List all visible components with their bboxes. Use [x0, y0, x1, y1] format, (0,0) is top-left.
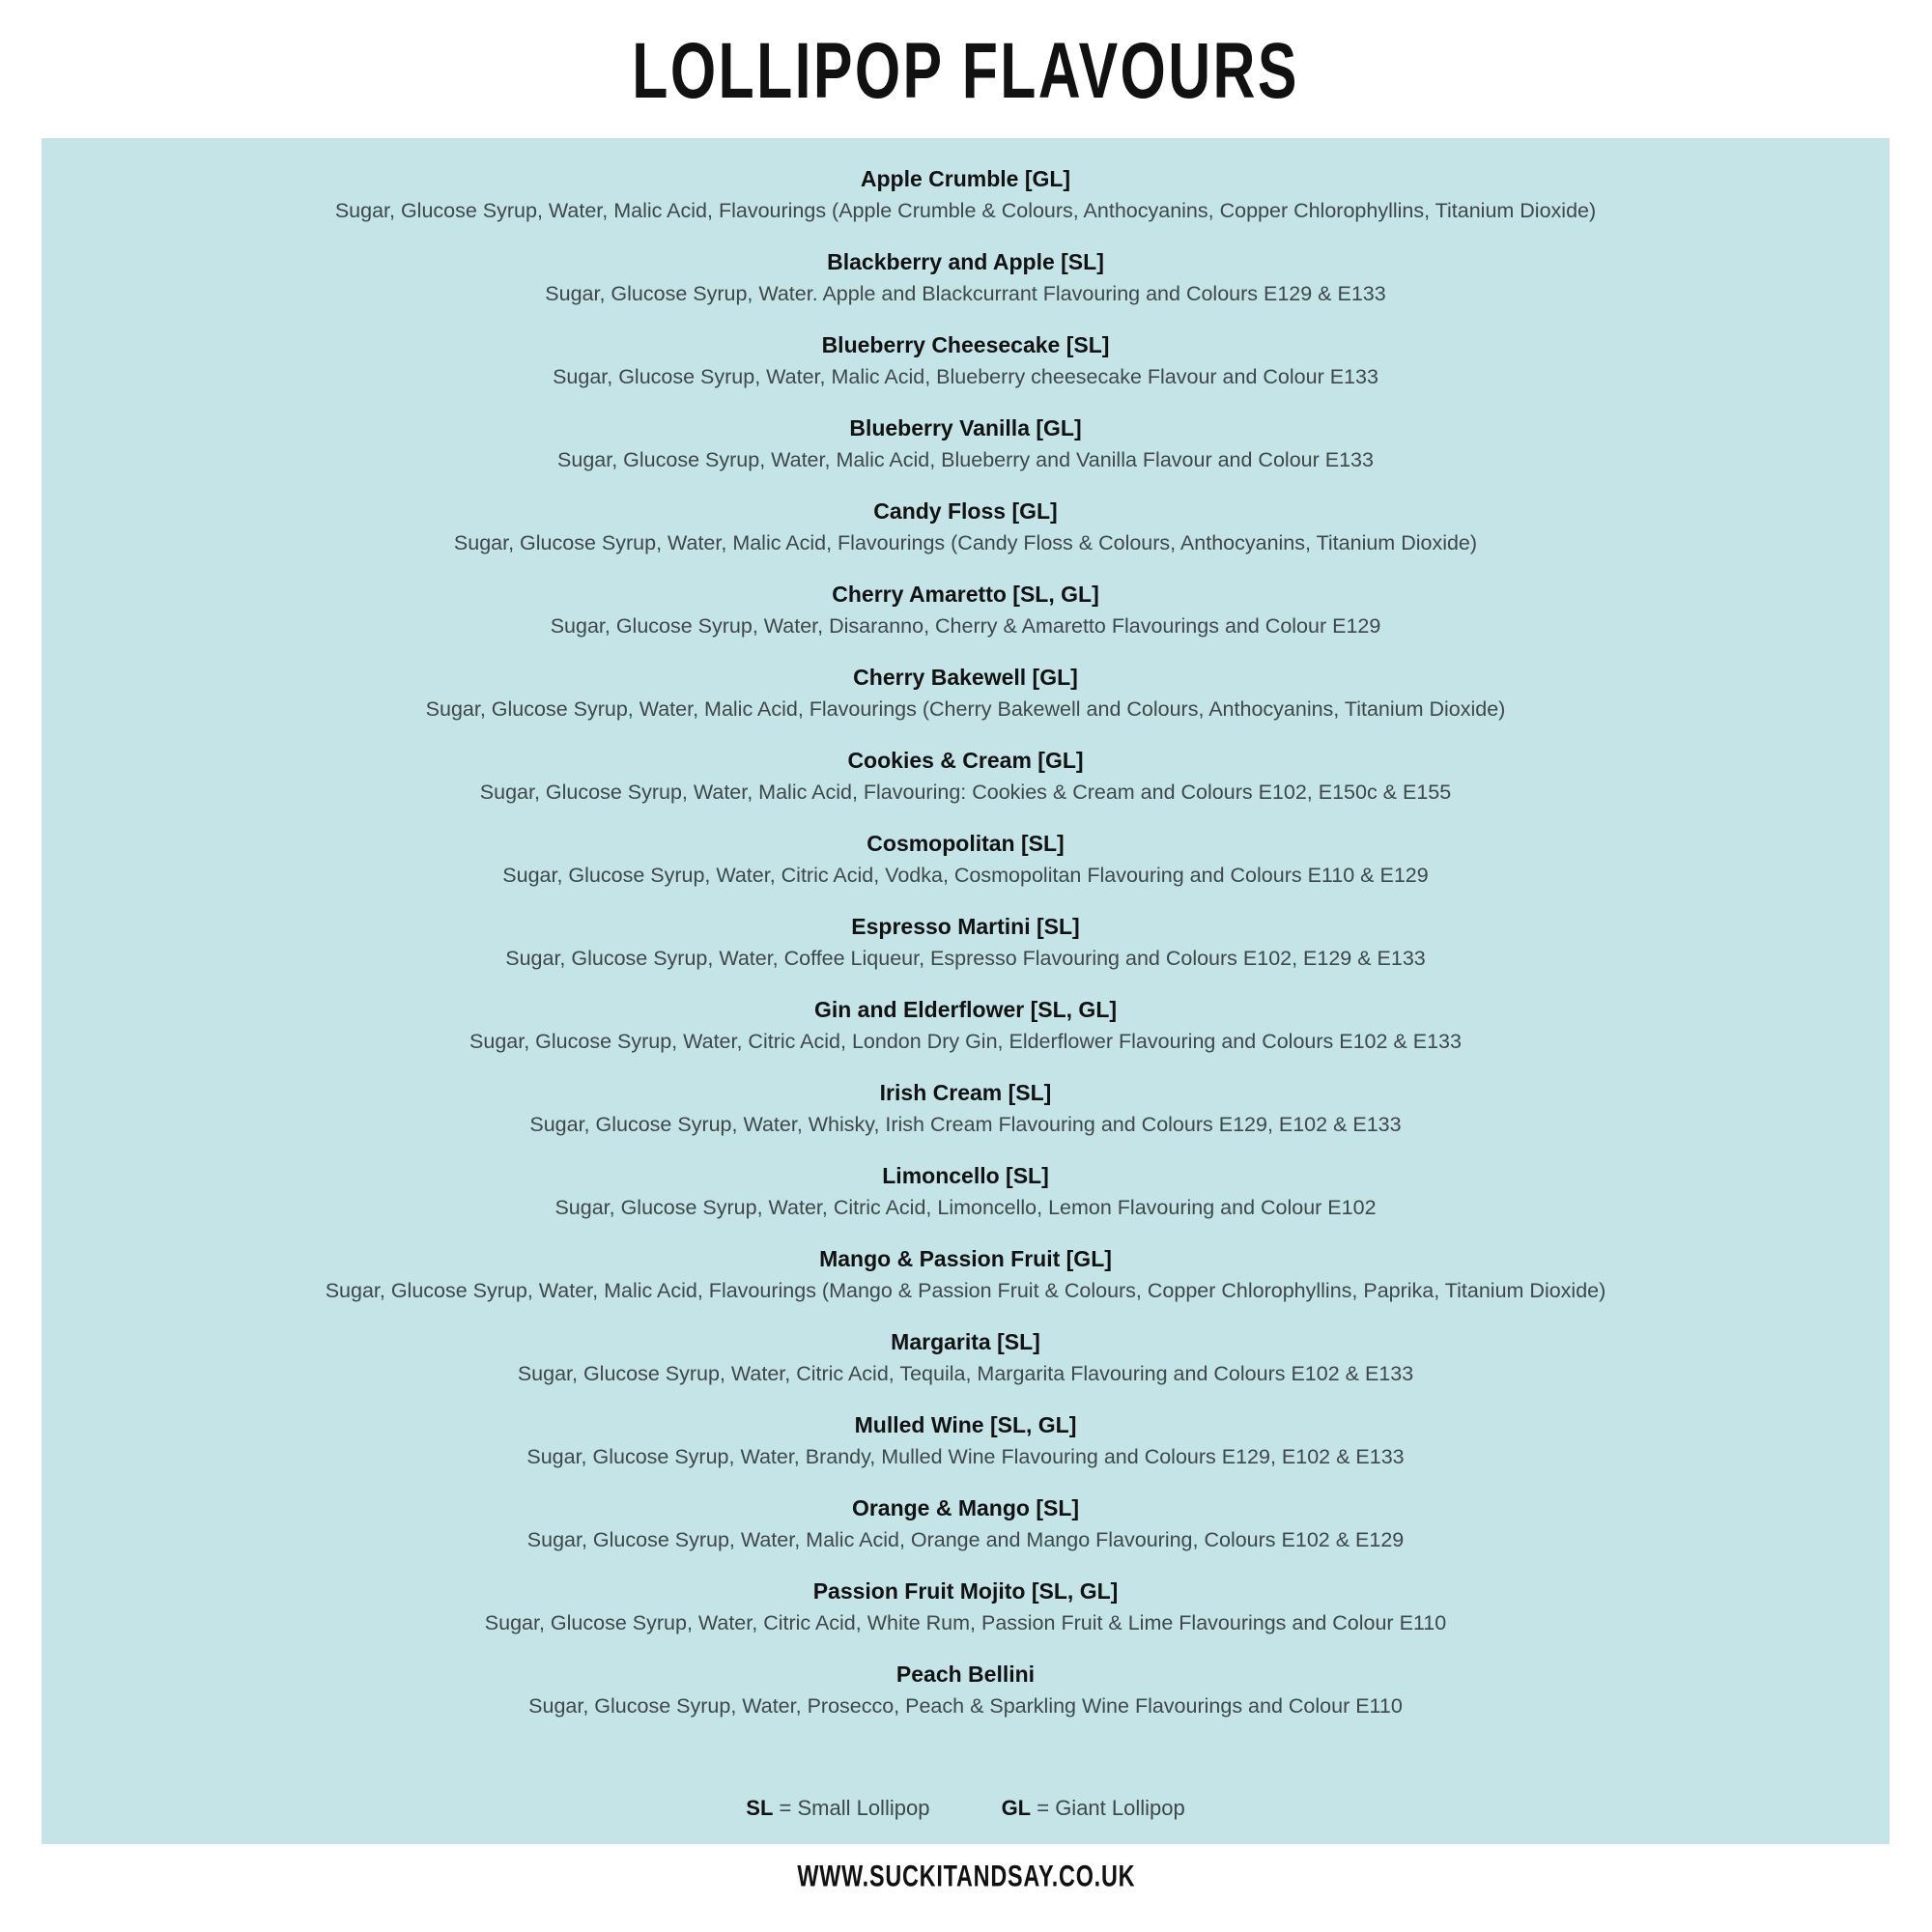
flavour-entry: [42, 994, 1889, 1058]
flavour-name: Cosmopolitan [SL]: [867, 831, 1065, 856]
flavour-ingredients: Sugar, Glucose Syrup, Water, Malic Acid, Blueberry and Vanilla Flavour and Colour E133: [557, 448, 1374, 471]
flavour-ingredients: Sugar, Glucose Syrup, Water, Malic Acid, Flavourings (Candy Floss & Colours, Anthocyanins, Titanium Dioxide): [453, 531, 1478, 554]
flavour-ingredients: Sugar, Glucose Syrup, Water, Disaranno, Cherry & Amaretto Flavourings and Colour E129: [550, 614, 1381, 638]
flavour-ingredients: Sugar, Glucose Syrup, Water, Citric Acid, Tequila, Margarita Flavouring and Colours E102 & E133: [517, 1362, 1414, 1385]
flavour-entry: [42, 1243, 1889, 1307]
footer-website-url: WWW.SUCKITANDSAY.CO.UK: [797, 1860, 1135, 1893]
flavour-ingredients: Sugar, Glucose Syrup, Water, Whisky, Irish Cream Flavouring and Colours E129, E102 & E133: [529, 1113, 1402, 1136]
flavour-ingredients: Sugar, Glucose Syrup, Water, Citric Acid, White Rum, Passion Fruit & Lime Flavourings and Colour E110: [484, 1611, 1447, 1634]
flavour-name: Blueberry Cheesecake [SL]: [821, 332, 1110, 357]
flavour-name: Candy Floss [GL]: [873, 498, 1058, 524]
flavour-ingredients: Sugar, Glucose Syrup, Water, Malic Acid, Orange and Mango Flavouring, Colours E102 & E129: [526, 1528, 1405, 1551]
page-title: LOLLIPOP FLAVOURS: [632, 26, 1300, 116]
legend-meaning-gl: = Giant Lollipop: [1031, 1796, 1185, 1820]
flavour-ingredients: Sugar, Glucose Syrup, Water. Apple and Blackcurrant Flavouring and Colours E129 & E133: [545, 282, 1386, 305]
flavour-entry: [42, 579, 1889, 642]
flavour-name: Gin and Elderflower [SL, GL]: [813, 997, 1118, 1022]
flavour-name: Limoncello [SL]: [882, 1163, 1049, 1188]
flavour-entry: [42, 1576, 1889, 1639]
page-header: [0, 26, 1932, 116]
flavour-entry: [42, 828, 1889, 892]
flavour-name: Blackberry and Apple [SL]: [827, 249, 1104, 274]
flavour-entry: [42, 1326, 1889, 1390]
flavour-entry: [42, 745, 1889, 809]
flavour-name: Mulled Wine [SL, GL]: [854, 1412, 1077, 1437]
flavour-entry: [42, 911, 1889, 975]
flavour-ingredients: Sugar, Glucose Syrup, Water, Malic Acid, Flavourings (Apple Crumble & Colours, Anthocyanins, Copper Chlorophyllins, Titanium Dioxide): [334, 199, 1597, 222]
flavour-name: Cookies & Cream [GL]: [847, 748, 1084, 773]
flavour-entry: [42, 1409, 1889, 1473]
flavour-entry: [42, 496, 1889, 559]
legend-code-gl: GL: [1001, 1796, 1032, 1820]
flavour-ingredients: Sugar, Glucose Syrup, Water, Malic Acid, Blueberry cheesecake Flavour and Colour E133: [553, 365, 1378, 388]
flavour-name: Cherry Amaretto [SL, GL]: [832, 582, 1099, 607]
flavour-ingredients: Sugar, Glucose Syrup, Water, Citric Acid, Vodka, Cosmopolitan Flavouring and Colours E110 & E129: [502, 864, 1429, 887]
flavour-entry: [42, 412, 1889, 476]
flavour-ingredients: Sugar, Glucose Syrup, Water, Malic Acid, Flavourings (Cherry Bakewell and Colours, Anthocyanins, Titanium Dioxide): [425, 697, 1506, 721]
flavours-panel: [42, 138, 1889, 1844]
flavour-name: Cherry Bakewell [GL]: [853, 665, 1078, 690]
flavour-entry: [42, 329, 1889, 393]
flavour-entry: [42, 1160, 1889, 1224]
flavour-entry: [42, 1077, 1889, 1141]
flavour-entry: [42, 1492, 1889, 1556]
flavour-ingredients: Sugar, Glucose Syrup, Water, Citric Acid, London Dry Gin, Elderflower Flavouring and Colours E102 & E133: [469, 1030, 1462, 1053]
flavour-ingredients: Sugar, Glucose Syrup, Water, Brandy, Mulled Wine Flavouring and Colours E129, E102 & E133: [526, 1445, 1405, 1468]
legend-item-small-lollipop: [746, 1792, 929, 1824]
flavour-name: Peach Bellini: [895, 1662, 1036, 1687]
flavour-entry: [42, 1659, 1889, 1722]
flavour-name: Margarita [SL]: [891, 1329, 1040, 1354]
legend-meaning-sl: = Small Lollipop: [773, 1796, 930, 1820]
page-footer: [0, 1861, 1932, 1893]
flavour-ingredients: Sugar, Glucose Syrup, Water, Prosecco, Peach & Sparkling Wine Flavourings and Colour E110: [528, 1694, 1403, 1718]
flavour-entry: [42, 163, 1889, 227]
flavour-name: Passion Fruit Mojito [SL, GL]: [812, 1578, 1119, 1604]
flavour-ingredients: Sugar, Glucose Syrup, Water, Coffee Liqueur, Espresso Flavouring and Colours E102, E129 & E133: [505, 947, 1426, 970]
legend-code-sl: SL: [746, 1796, 774, 1820]
legend-item-giant-lollipop: [1002, 1792, 1185, 1824]
flavour-entry: [42, 246, 1889, 310]
flavour-ingredients: Sugar, Glucose Syrup, Water, Citric Acid, Limoncello, Lemon Flavouring and Colour E102: [554, 1196, 1377, 1219]
flavour-name: Blueberry Vanilla [GL]: [849, 415, 1082, 440]
size-legend: [42, 1792, 1889, 1824]
flavour-entry: [42, 662, 1889, 725]
flavour-name: Orange & Mango [SL]: [851, 1495, 1080, 1520]
flavour-list: [42, 163, 1889, 1722]
flavour-name: Espresso Martini [SL]: [851, 914, 1080, 939]
flavour-name: Apple Crumble [GL]: [860, 166, 1071, 191]
flavour-name: Mango & Passion Fruit [GL]: [819, 1246, 1112, 1271]
flavour-ingredients: Sugar, Glucose Syrup, Water, Malic Acid, Flavourings (Mango & Passion Fruit & Colours, Copper Chlorophyllins, Paprika, Titanium Dioxide): [325, 1279, 1606, 1302]
flavour-ingredients: Sugar, Glucose Syrup, Water, Malic Acid, Flavouring: Cookies & Cream and Colours E102, E150c & E155: [479, 781, 1452, 804]
flavour-name: Irish Cream [SL]: [879, 1080, 1052, 1105]
